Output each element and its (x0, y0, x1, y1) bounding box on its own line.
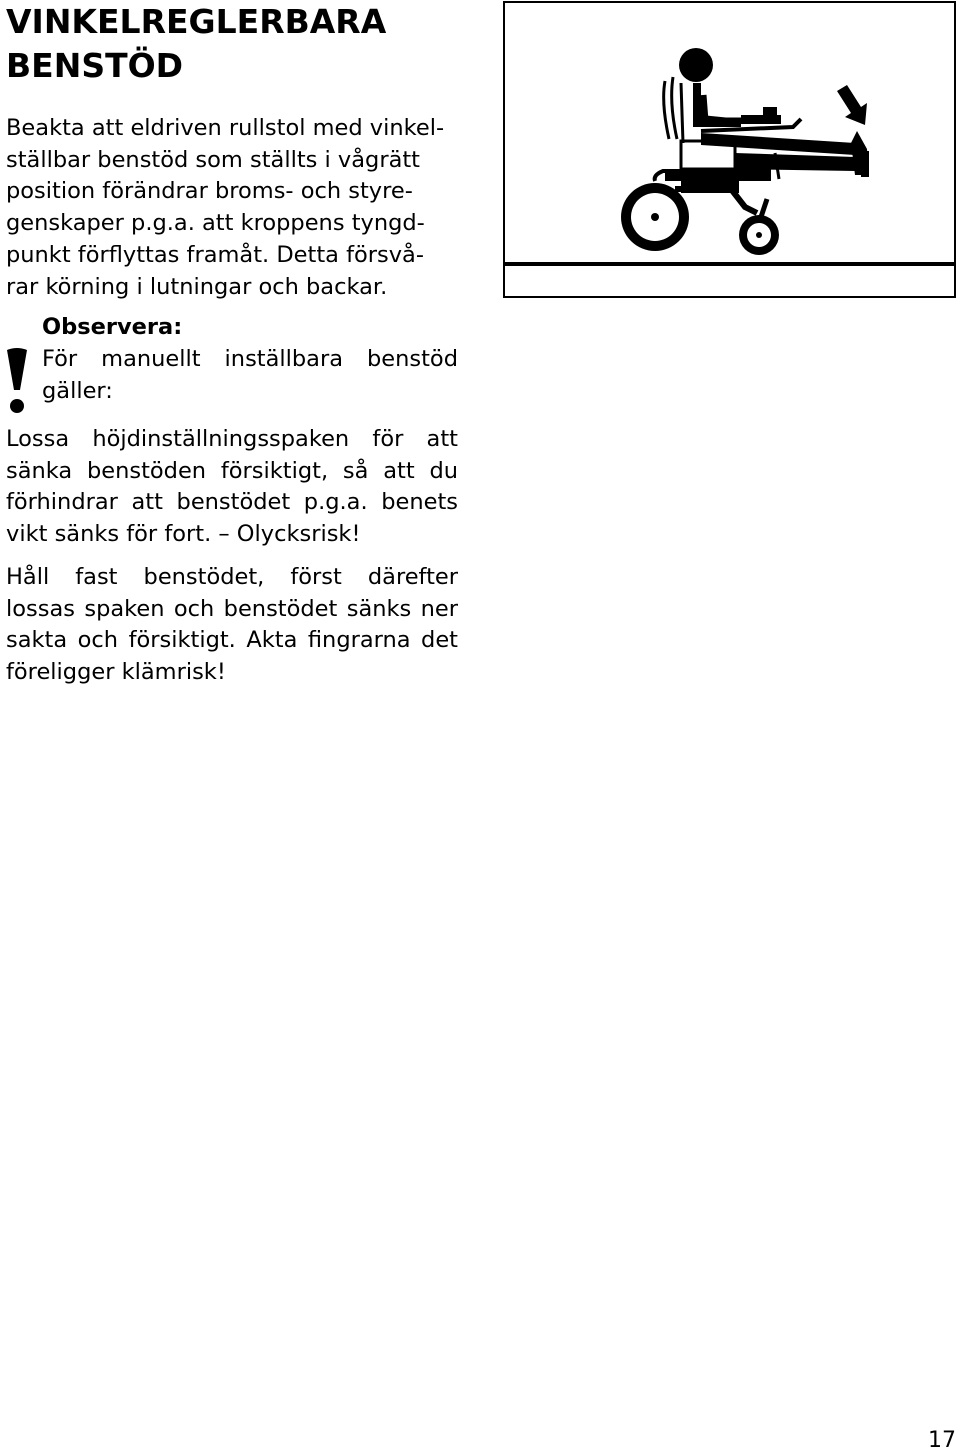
paragraph-hold-legrest (6, 562, 458, 689)
heading-line-1: VINKELREGLERBARA (6, 2, 387, 41)
intro-line: Beakta att eldriven rullstol med vinkel- (6, 115, 445, 141)
notice-title: Observera: (42, 314, 183, 340)
notice-box (0, 312, 460, 412)
page-heading (6, 0, 386, 88)
intro-line: rar körning i lutningar och backar. (6, 273, 388, 300)
down-arrow-icon (837, 85, 867, 125)
paragraph-text: Håll fast benstödet, först därefter lossas spaken och benstödet sänks ner sakta och försiktigt. Akta fingrarna det föreligger klämrisk! (6, 564, 458, 686)
wheelchair-figure (503, 1, 956, 298)
intro-line: genskaper p.g.a. att kroppens tyngd- (6, 210, 425, 237)
intro-line: ställbar benstöd som ställts i vågrätt (6, 146, 420, 173)
wheelchair-legrest-illustration (505, 3, 954, 296)
heading-line-2: BENSTÖD (6, 46, 184, 85)
intro-line: punkt förflyttas framåt. Detta försvå- (6, 241, 424, 268)
intro-paragraph (6, 113, 458, 303)
paragraph-lower-legrest (6, 424, 458, 551)
page-number: 17 (928, 1428, 956, 1453)
notice-body: För manuellt inställbara benstöd gäller: (42, 346, 458, 404)
exclamation-icon (4, 346, 30, 416)
intro-line: position förändrar broms- och styre- (6, 178, 413, 205)
paragraph-text: Lossa höjdinställningsspaken för att sänka benstöden försiktigt, så att du förhindrar att benstödet p.g.a. benets vikt sänks för fort. – Olycksrisk! (6, 426, 458, 548)
